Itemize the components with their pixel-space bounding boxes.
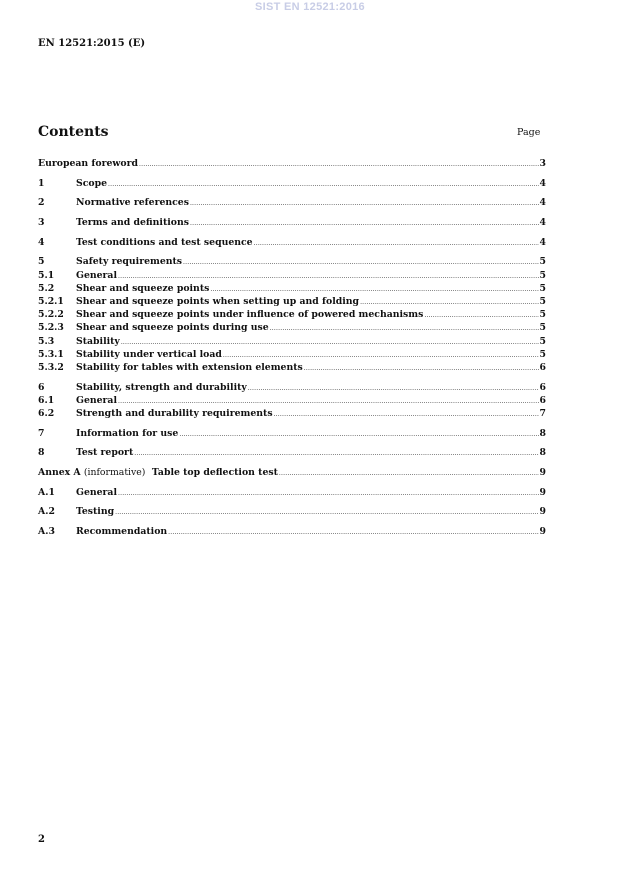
toc-entry-number: A.1	[38, 486, 55, 498]
toc-leader-dots	[108, 178, 539, 191]
toc-entry-page: 8	[539, 427, 546, 439]
toc-entry-page: 6	[539, 361, 546, 373]
toc-entry-page: 4	[539, 177, 546, 189]
toc-entry-number: A.2	[38, 506, 55, 518]
toc-annex-title	[38, 466, 278, 479]
annex-label: Annex A	[38, 467, 81, 479]
toc-entry-number: 6	[38, 381, 45, 393]
toc-leader-dots	[179, 428, 538, 441]
toc-entry-number: 5.2.3	[38, 322, 64, 334]
toc-entry[interactable]	[38, 216, 546, 229]
toc-entry[interactable]	[38, 486, 546, 499]
toc-entry-text: Terms and definitions	[76, 217, 189, 229]
toc-entry-page: 4	[539, 197, 546, 209]
toc-leader-dots	[134, 447, 538, 460]
toc-entry[interactable]	[38, 177, 546, 190]
toc-entry[interactable]	[38, 308, 546, 321]
watermark: SIST EN 12521:2016	[255, 1, 365, 13]
toc-entry[interactable]	[38, 525, 546, 538]
toc-entry-text: Testing	[76, 506, 115, 518]
toc-entry-text: General	[76, 486, 117, 498]
toc-leader-dots	[118, 487, 539, 500]
toc-entry[interactable]	[38, 427, 546, 440]
toc-entry-page: 7	[539, 408, 546, 419]
toc-entry-page: 9	[539, 486, 546, 498]
toc-leader-dots	[115, 506, 538, 519]
toc-entry[interactable]	[38, 394, 546, 407]
document-id: EN 12521:2015 (E)	[38, 38, 146, 49]
toc-entry-number: 5.3.2	[38, 361, 64, 373]
toc-leader-dots	[139, 158, 539, 171]
toc-entry-page: 5	[539, 348, 546, 360]
toc-leader-dots	[274, 408, 539, 421]
page-number: 2	[38, 834, 45, 845]
toc-entry-text: Safety requirements	[76, 256, 183, 268]
toc-entry-number: 5.3.1	[38, 348, 64, 360]
toc-entry-page: 6	[539, 381, 546, 393]
toc-entry-text: Normative references	[76, 197, 189, 209]
table-of-contents	[38, 157, 546, 538]
annex-title-text: Table top deflection test	[151, 467, 278, 479]
toc-entry-number: 4	[38, 236, 45, 248]
toc-entry-number: 8	[38, 447, 45, 459]
toc-entry-number: 5.2.1	[38, 296, 64, 307]
toc-entry-number: 5.2	[38, 282, 55, 294]
toc-entry-number: 5.3	[38, 335, 55, 347]
toc-entry-page: 5	[539, 269, 546, 281]
toc-entry-page: 5	[539, 296, 546, 307]
toc-entry-number: 5.2.2	[38, 309, 64, 321]
contents-title: Contents	[38, 124, 109, 140]
toc-entry-number: 5.1	[38, 269, 55, 281]
toc-entry[interactable]	[38, 282, 546, 295]
toc-entry-number: 7	[38, 427, 45, 439]
toc-entry[interactable]	[38, 407, 546, 420]
annex-type: (informative)	[83, 467, 146, 479]
toc-leader-dots	[168, 526, 538, 539]
toc-entry[interactable]	[38, 236, 546, 249]
toc-entry-text: Stability, strength and durability	[76, 381, 247, 393]
toc-entry-page: 4	[539, 217, 546, 229]
toc-entry[interactable]	[38, 196, 546, 209]
toc-leader-dots	[279, 467, 539, 480]
toc-entry-number: 5	[38, 256, 45, 268]
toc-leader-dots	[190, 197, 539, 210]
toc-entry-page: 5	[539, 309, 546, 321]
toc-entry-text: Strength and durability requirements	[76, 408, 273, 419]
toc-entry[interactable]	[38, 157, 546, 170]
toc-entry-page: 5	[539, 322, 546, 334]
toc-entry-text: General	[76, 269, 117, 281]
toc-entry-text: Stability under vertical load	[76, 348, 222, 360]
page-column-label: Page	[517, 127, 541, 138]
toc-entry-page: 5	[539, 335, 546, 347]
toc-entry[interactable]	[38, 348, 546, 361]
toc-entry-text: Stability for tables with extension elements	[76, 361, 303, 373]
toc-entry-page: 9	[539, 467, 546, 479]
toc-entry-number: 6.2	[38, 408, 55, 419]
toc-entry-text: Shear and squeeze points under influence of powered mechanisms	[76, 309, 424, 321]
toc-entry-page: 5	[539, 256, 546, 268]
toc-entry-number: A.3	[38, 526, 55, 538]
toc-entry-page: 4	[539, 236, 546, 248]
toc-leader-dots	[304, 362, 539, 375]
toc-entry[interactable]	[38, 255, 546, 268]
toc-entry[interactable]	[38, 335, 546, 348]
toc-entry[interactable]	[38, 505, 546, 518]
toc-entry[interactable]	[38, 381, 546, 394]
toc-entry[interactable]	[38, 295, 546, 308]
toc-entry-text: Shear and squeeze points during use	[76, 322, 269, 334]
toc-entry[interactable]	[38, 446, 546, 459]
toc-entry-page: 9	[539, 506, 546, 518]
toc-entry-page: 6	[539, 394, 546, 406]
toc-entry-text: Test report	[76, 447, 134, 459]
toc-entry[interactable]	[38, 269, 546, 282]
toc-entry-text: Test conditions and test sequence	[76, 236, 253, 248]
toc-entry-text: Shear and squeeze points when setting up and folding	[76, 296, 360, 307]
toc-leader-dots	[254, 237, 539, 250]
toc-entry-text: Information for use	[76, 427, 179, 439]
toc-entry-number: 3	[38, 217, 45, 229]
toc-entry-number: 2	[38, 197, 45, 209]
toc-entry-text: Shear and squeeze points	[76, 282, 210, 294]
toc-entry-number: 6.1	[38, 394, 55, 406]
toc-entry-page: 5	[539, 282, 546, 294]
toc-entry-page: 8	[539, 447, 546, 459]
toc-entry-page: 3	[539, 158, 546, 169]
toc-entry-page: 9	[539, 526, 546, 538]
toc-entry-text: General	[76, 394, 117, 406]
toc-entry-number: 1	[38, 177, 45, 189]
toc-entry[interactable]	[38, 321, 546, 334]
toc-entry-annex[interactable]	[38, 466, 546, 479]
toc-entry-text: Recommendation	[76, 526, 168, 538]
toc-entry-text: Stability	[76, 335, 120, 347]
toc-leader-dots	[190, 217, 539, 230]
toc-entry[interactable]	[38, 361, 546, 374]
toc-entry-text: Scope	[76, 177, 107, 189]
toc-entry-text: European foreword	[38, 158, 138, 169]
